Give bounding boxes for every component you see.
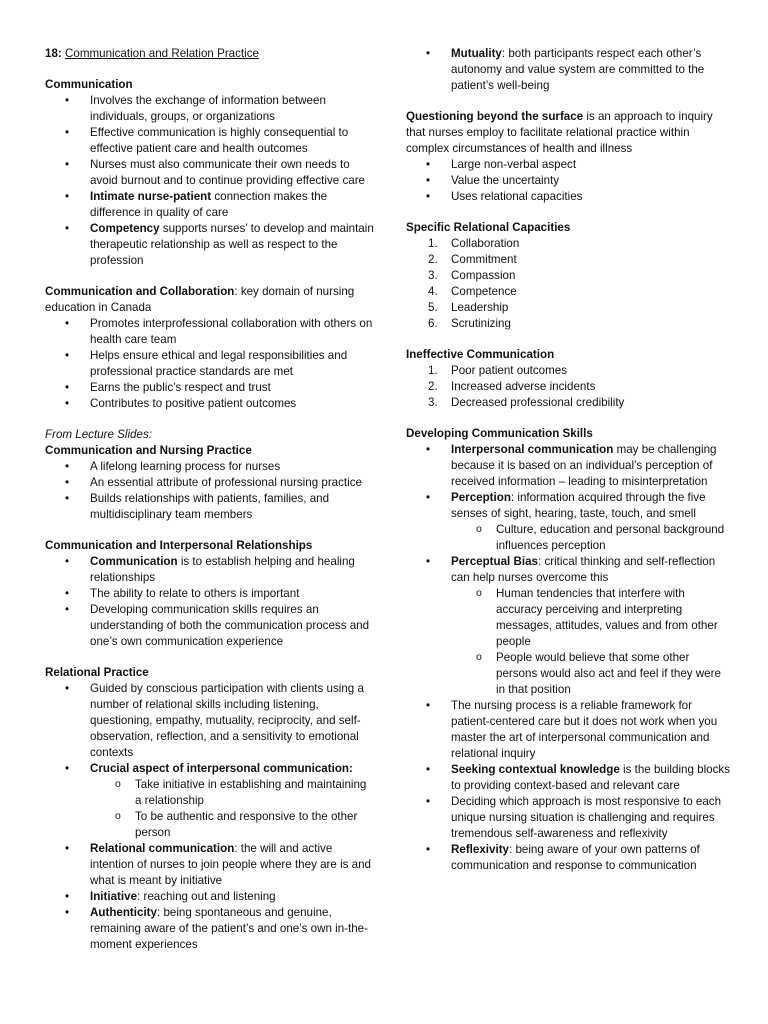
list-item: • The ability to relate to others is important xyxy=(45,586,375,602)
page-title xyxy=(45,46,375,62)
bullet-list xyxy=(406,46,731,94)
bullet-list xyxy=(45,681,375,953)
section-heading: Communication and Nursing Practice xyxy=(45,444,252,457)
bullet-list xyxy=(406,157,731,205)
list-item: • Perception: information acquired through the five senses of sight, hearing, taste, touch, and smell o Culture, education and personal background influences perception xyxy=(406,490,731,554)
list-item: • Builds relationships with patients, families, and multidisciplinary team members xyxy=(45,491,375,523)
list-item: 2. Commitment xyxy=(428,253,517,266)
right-column xyxy=(406,46,731,889)
list-item: • Competency supports nurses’ to develop and maintain therapeutic relationship as well as respect to the profession xyxy=(45,221,375,269)
title-text: Communication and Relation Practice xyxy=(65,47,259,60)
list-item: • Reflexivity: being aware of your own patterns of communication and response to communication xyxy=(406,842,731,874)
list-item: 1. Poor patient outcomes xyxy=(428,364,568,377)
list-item: • Interpersonal communication may be challenging because it is based on an individual’s perception of received information – leading to misinterpretation xyxy=(406,442,731,490)
list-item: 3. Decreased professional credibility xyxy=(428,396,625,409)
section-mutuality xyxy=(406,46,731,94)
list-item: • Mutuality: both participants respect each other’s autonomy and value system are committed to the patient’s well-being xyxy=(406,46,731,94)
section-heading: Ineffective Communication xyxy=(406,348,555,361)
list-item: • Communication is to establish helping and healing relationships xyxy=(45,554,375,586)
list-item: • Seeking contextual knowledge is the building blocks to providing context-based and relevant care xyxy=(406,762,731,794)
list-item: • Helps ensure ethical and legal responsibilities and professional practice standards are met xyxy=(45,348,375,380)
list-item: • Developing communication skills requires an understanding of both the communication process and one’s own communication experience xyxy=(45,602,375,650)
list-item: • Earns the public’s respect and trust xyxy=(45,380,375,396)
numbered-list xyxy=(406,363,731,411)
section-questioning xyxy=(406,109,731,205)
left-column xyxy=(45,46,375,968)
list-item: • The nursing process is a reliable framework for patient-centered care but it does not work when you master the art of interpersonal communication and relational inquiry xyxy=(406,698,731,762)
list-item: 6. Scrutinizing xyxy=(428,317,511,330)
bullet-list xyxy=(406,442,731,874)
list-item: • Initiative: reaching out and listening xyxy=(45,889,375,905)
list-item: • Deciding which approach is most responsive to each unique nursing situation is challenging and requires tremendous self-awareness and reflexivity xyxy=(406,794,731,842)
list-item: • An essential attribute of professional nursing practice xyxy=(45,475,375,491)
section-heading: Specific Relational Capacities xyxy=(406,221,571,234)
section-collaboration xyxy=(45,284,375,412)
section-heading: Communication and Interpersonal Relationships xyxy=(45,539,313,552)
section-communication xyxy=(45,77,375,269)
sub-bullet-list xyxy=(451,586,731,698)
list-item: • Relational communication: the will and active intention of nurses to join people where they are is and what is meant by initiative xyxy=(45,841,375,889)
numbered-list xyxy=(406,236,731,332)
section-ineffective xyxy=(406,347,731,411)
list-item: • Perceptual Bias: critical thinking and self-reflection can help nurses overcome this o Human tendencies that interfere with accuracy perceiving and interpreting messages, attitudes, values and from other people o People would believe that some other persons would also act and feel if they were in that position xyxy=(406,554,731,698)
list-item: • Value the uncertainty xyxy=(406,173,731,189)
list-item: • Involves the exchange of information between individuals, groups, or organizations xyxy=(45,93,375,125)
list-item: • Promotes interprofessional collaboration with others on health care team xyxy=(45,316,375,348)
section-heading: Communication xyxy=(45,78,133,91)
list-item: • Effective communication is highly consequential to effective patient care and health outcomes xyxy=(45,125,375,157)
section-relational-practice xyxy=(45,665,375,953)
list-item: 5. Leadership xyxy=(428,301,509,314)
section-nursing-practice xyxy=(45,427,375,523)
list-item: 4. Competence xyxy=(428,285,517,298)
section-heading: Relational Practice xyxy=(45,666,149,679)
sub-list-item: o Human tendencies that interfere with accuracy perceiving and interpreting messages, attitudes, values and from other people xyxy=(451,586,731,650)
bullet-list xyxy=(45,316,375,412)
list-item: • Contributes to positive patient outcomes xyxy=(45,396,375,412)
list-item: • Large non-verbal aspect xyxy=(406,157,731,173)
list-item: 2. Increased adverse incidents xyxy=(428,380,596,393)
section-developing xyxy=(406,426,731,874)
list-item: • Nurses must also communicate their own needs to avoid burnout and to continue providing effective care xyxy=(45,157,375,189)
lecture-note: From Lecture Slides: xyxy=(45,428,152,441)
section-heading: Developing Communication Skills xyxy=(406,427,593,440)
section-heading: Communication and Collaboration: key domain of nursing education in Canada xyxy=(45,285,355,314)
bullet-list xyxy=(45,93,375,269)
sub-bullet-list xyxy=(451,522,731,554)
list-item: • Crucial aspect of interpersonal communication: o Take initiative in establishing and maintaining a relationship o To be authentic and responsive to the other person xyxy=(45,761,375,841)
list-item: 1. Collaboration xyxy=(428,237,520,250)
bullet-list xyxy=(45,459,375,523)
list-item: • Intimate nurse-patient connection makes the difference in quality of care xyxy=(45,189,375,221)
list-item: • Authenticity: being spontaneous and genuine, remaining aware of the patient’s and one’s own in-the-moment experiences xyxy=(45,905,375,953)
list-item: • Uses relational capacities xyxy=(406,189,731,205)
sub-list-item: o To be authentic and responsive to the other person xyxy=(90,809,375,841)
list-item: 3. Compassion xyxy=(428,269,516,282)
sub-list-item: o Take initiative in establishing and maintaining a relationship xyxy=(90,777,375,809)
section-heading: Questioning beyond the surface is an approach to inquiry that nurses employ to facilitate relational practice within complex circumstances of health and illness xyxy=(406,110,713,155)
sub-list-item: o People would believe that some other persons would also act and feel if they were in that position xyxy=(451,650,731,698)
title-number: 18: xyxy=(45,47,62,60)
sub-bullet-list xyxy=(90,777,375,841)
section-interpersonal xyxy=(45,538,375,650)
list-item: • Guided by conscious participation with clients using a number of relational skills including listening, questioning, empathy, mutuality, reciprocity, and self-observation, reflection, and a sensitivity to emotional contexts xyxy=(45,681,375,761)
section-relational-capacities xyxy=(406,220,731,332)
bullet-list xyxy=(45,554,375,650)
list-item: • A lifelong learning process for nurses xyxy=(45,459,375,475)
sub-list-item: o Culture, education and personal background influences perception xyxy=(451,522,731,554)
